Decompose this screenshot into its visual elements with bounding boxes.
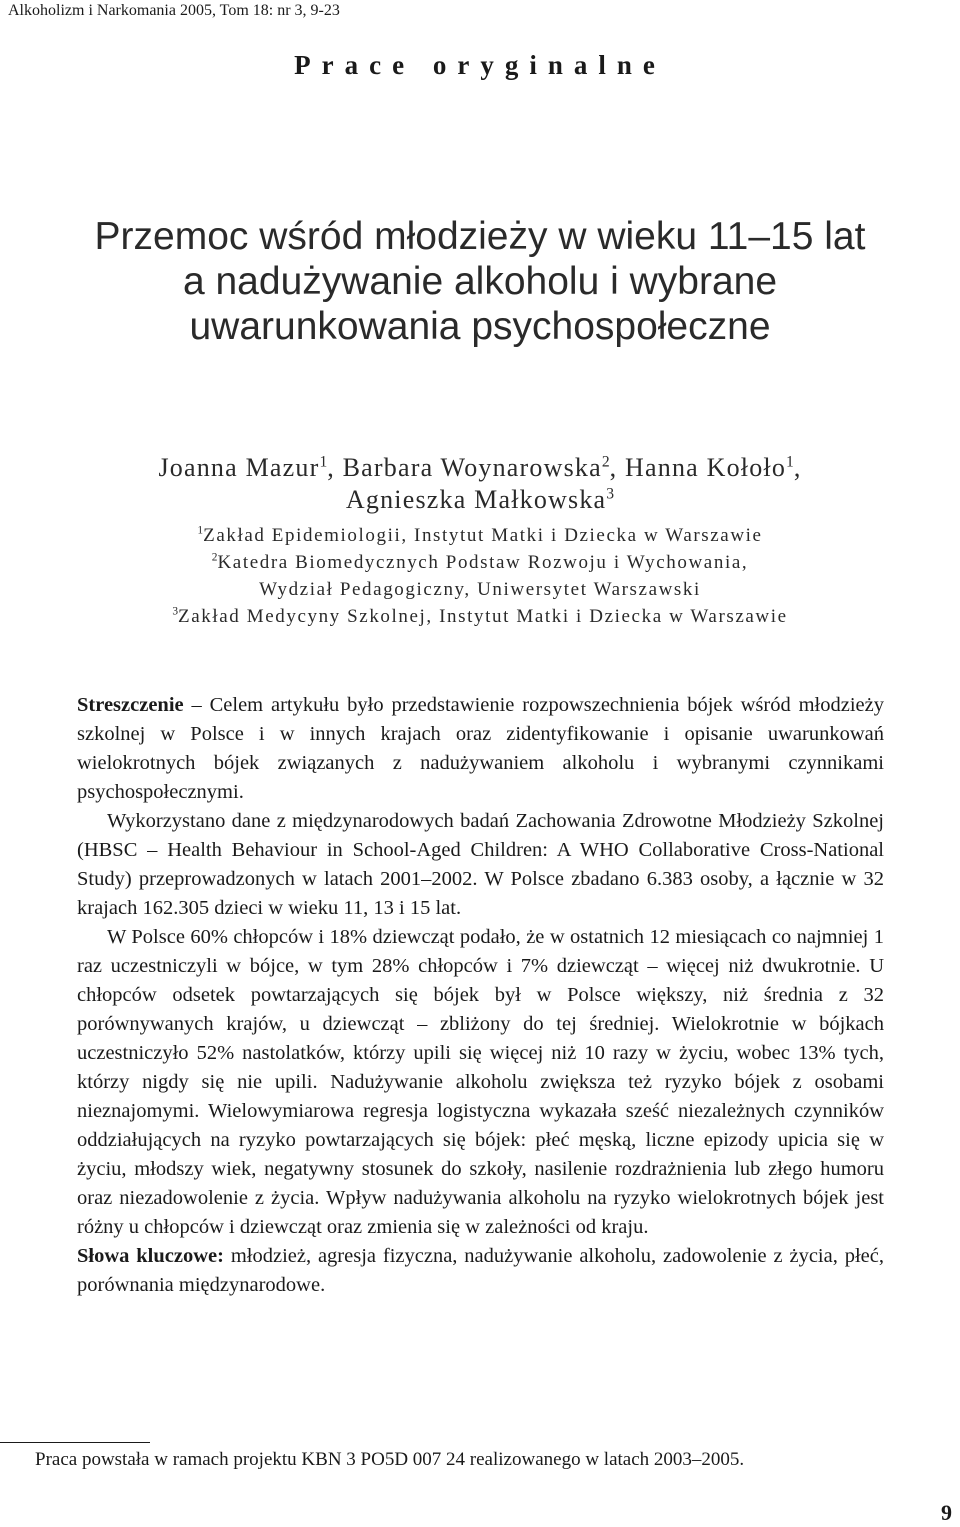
affiliation-text: Zakład Epidemiologii, Instytut Matki i Dziecka w Warszawie [203, 525, 763, 546]
author-affiliation-number: 3 [606, 485, 615, 503]
abstract-intro [77, 691, 884, 807]
footnote-rule [0, 1442, 150, 1443]
keywords-text: młodzież, agresja fizyczna, nadużywanie alkoholu, zadowolenie z życia, płeć, porównania międzynarodowe. [77, 1245, 884, 1296]
keywords [77, 1242, 884, 1300]
affiliation-line [0, 603, 960, 630]
affiliation-line [0, 549, 960, 576]
journal-header: Alkoholizm i Narkomania 2005, Tom 18: nr 3, 9-23 [8, 2, 340, 19]
title-line: a nadużywanie alkoholu i wybrane [182, 260, 778, 303]
abstract-label: Streszczenie [77, 694, 184, 716]
author-name: Agnieszka Małkowska [345, 485, 607, 514]
authors-line: Joanna Mazur$^1$, Barbara Woynarowska$^2$, Hanna Kołoło$^1$, [158, 453, 802, 482]
author-name: Joanna Mazur [158, 453, 320, 482]
author-name: Hanna Kołoło [625, 453, 787, 482]
affiliation-text: Wydział Pedagogiczny, Uniwersytet Warszawski [259, 579, 701, 600]
footnote: Praca powstała w ramach projektu KBN 3 PO5D 007 24 realizowanego w latach 2003–2005. [35, 1449, 745, 1470]
affiliation-line [0, 576, 960, 603]
article-title [0, 214, 960, 349]
affiliation-number: 3 [172, 605, 179, 618]
affiliation-number: 2 [211, 551, 218, 564]
abstract-methods: Wykorzystano dane z międzynarodowych badań Zachowania Zdrowotne Młodzieży Szkolnej (HBSC – Health Behaviour in School-Aged Children: A WHO Collaborative Cross-National Study) przeprowadzonych w latach 2001–2002. W Polsce zbadano 6.383 osoby, a łącznie w 32 krajach 162.305 dzieci w wieku 11, 13 i 15 lat. [77, 810, 884, 919]
affiliation-text: Zakład Medycyny Szkolnej, Instytut Matki i Dziecka w Warszawie [178, 606, 788, 627]
section-title: Prace oryginalne [294, 50, 666, 80]
author-affiliation-number: 1 [786, 453, 794, 471]
keywords-label: Słowa kluczowe: [77, 1245, 224, 1267]
affiliation-text: Katedra Biomedycznych Podstaw Rozwoju i Wychowania, [217, 552, 749, 573]
abstract [77, 691, 884, 1300]
authors-line [0, 484, 960, 516]
affiliation-number: 1 [197, 524, 204, 537]
abstract-intro-text: – Celem artykułu było przedstawienie rozpowszechnienia bójek wśród młodzieży szkolnej w Polsce i w innych krajach oraz zidentyfikowanie i opisanie uwarunkowań wielokrotnych bójek związanych z nadużywaniem alkoholu i wybranymi czynnikami psychospołecznymi. [77, 694, 884, 803]
authors [0, 452, 960, 516]
abstract-results: W Polsce 60% chłopców i 18% dziewcząt podało, że w ostatnich 12 miesiącach co najmniej 1 raz uczestniczyli w bójce, w tym 28% chłopców i 7% dziewcząt – więcej niż dwukrotnie. U chłopców odsetek powtarzających się bójek był w Polsce większy, niż średnia z 32 porównywanych krajów, u dziewcząt – zbliżony do tej średniej. Wielokrotnie w bójkach uczestniczyło 52% nastolatków, którzy upili się więcej niż 10 razy w życiu, wobec 13% tych, którzy nigdy się nie upili. Nadużywanie alkoholu zwiększa też ryzyko bójek z osobami nieznajomymi. Wielowymiarowa regresja logistyczna wykazała sześć niezależnych czynników oddziałujących na ryzyko powtarzających się bójek: płeć męską, liczne epizody upicia się w życiu, młodszy wiek, negatywny stosunek do szkoły, nasilenie rozdrażnienia lub złego humoru oraz niezadowolenie z życia. Wpływ nadużywania alkoholu na ryzyko wielokrotnych bójek jest różny u chłopców i dziewcząt oraz zmienia się w zależności od kraju. [77, 926, 884, 1238]
author-affiliation-number: 1 [319, 453, 328, 471]
page-number: 9 [941, 1500, 952, 1525]
title-line: Przemoc wśród młodzieży w wieku 11–15 lat [94, 215, 866, 258]
author-name: Barbara Woynarowska [342, 453, 602, 482]
author-affiliation-number: 2 [601, 453, 610, 471]
title-line: uwarunkowania psychospołeczne [189, 305, 771, 348]
affiliations [0, 522, 960, 630]
affiliation-line [0, 522, 960, 549]
